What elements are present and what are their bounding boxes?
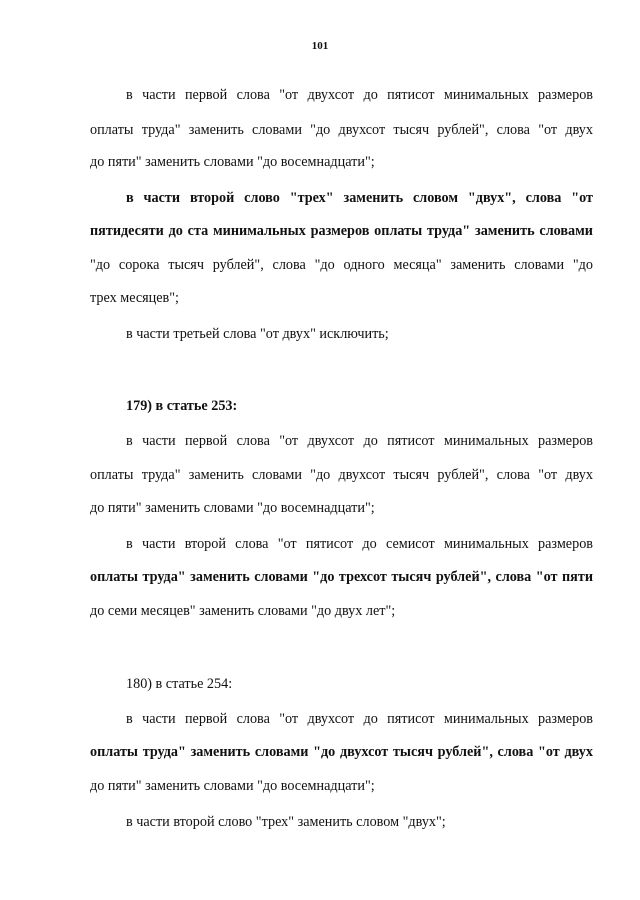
text-line: в части третьей слова "от двух" исключить;: [126, 326, 389, 342]
text-line: оплаты труда" заменить словами "до двухсот тысяч рублей", слова "от двух: [90, 467, 593, 483]
text-line: оплаты труда" заменить словами "до двухсот тысяч рублей", слова "от двух: [90, 122, 593, 138]
text-line: "до сорока тысяч рублей", слова "до одного месяца" заменить словами "до: [90, 257, 593, 273]
text-line: в части первой слова "от двухсот до пятисот минимальных размеров: [126, 711, 593, 727]
text-line: до пяти" заменить словами "до восемнадцати";: [90, 500, 375, 516]
item-heading: 179) в статье 253:: [126, 398, 238, 414]
text-line: пятидесяти до ста минимальных размеров оплаты труда" заменить словами: [90, 223, 593, 239]
text-line: в части первой слова "от двухсот до пятисот минимальных размеров: [126, 433, 593, 449]
item-heading: 180) в статье 254:: [126, 676, 233, 692]
text-line: трех месяцев";: [90, 290, 179, 306]
text-line: в части второй слово "трех" заменить словом "двух";: [126, 814, 446, 830]
text-line: в части второй слова "от пятисот до семисот минимальных размеров: [126, 536, 593, 552]
text-line: до пяти" заменить словами "до восемнадцати";: [90, 778, 375, 794]
text-line: в части первой слова "от двухсот до пятисот минимальных размеров: [126, 87, 593, 103]
text-line: до пяти" заменить словами "до восемнадцати";: [90, 154, 375, 170]
page-number: 101: [311, 40, 329, 52]
text-line: до семи месяцев" заменить словами "до двух лет";: [90, 603, 396, 619]
text-line: в части второй слово "трех" заменить словом "двух", слова "от: [126, 190, 593, 206]
text-line: оплаты труда" заменить словами "до двухсот тысяч рублей", слова "от двух: [90, 744, 593, 760]
text-line: оплаты труда" заменить словами "до трехсот тысяч рублей", слова "от пяти: [90, 569, 593, 585]
